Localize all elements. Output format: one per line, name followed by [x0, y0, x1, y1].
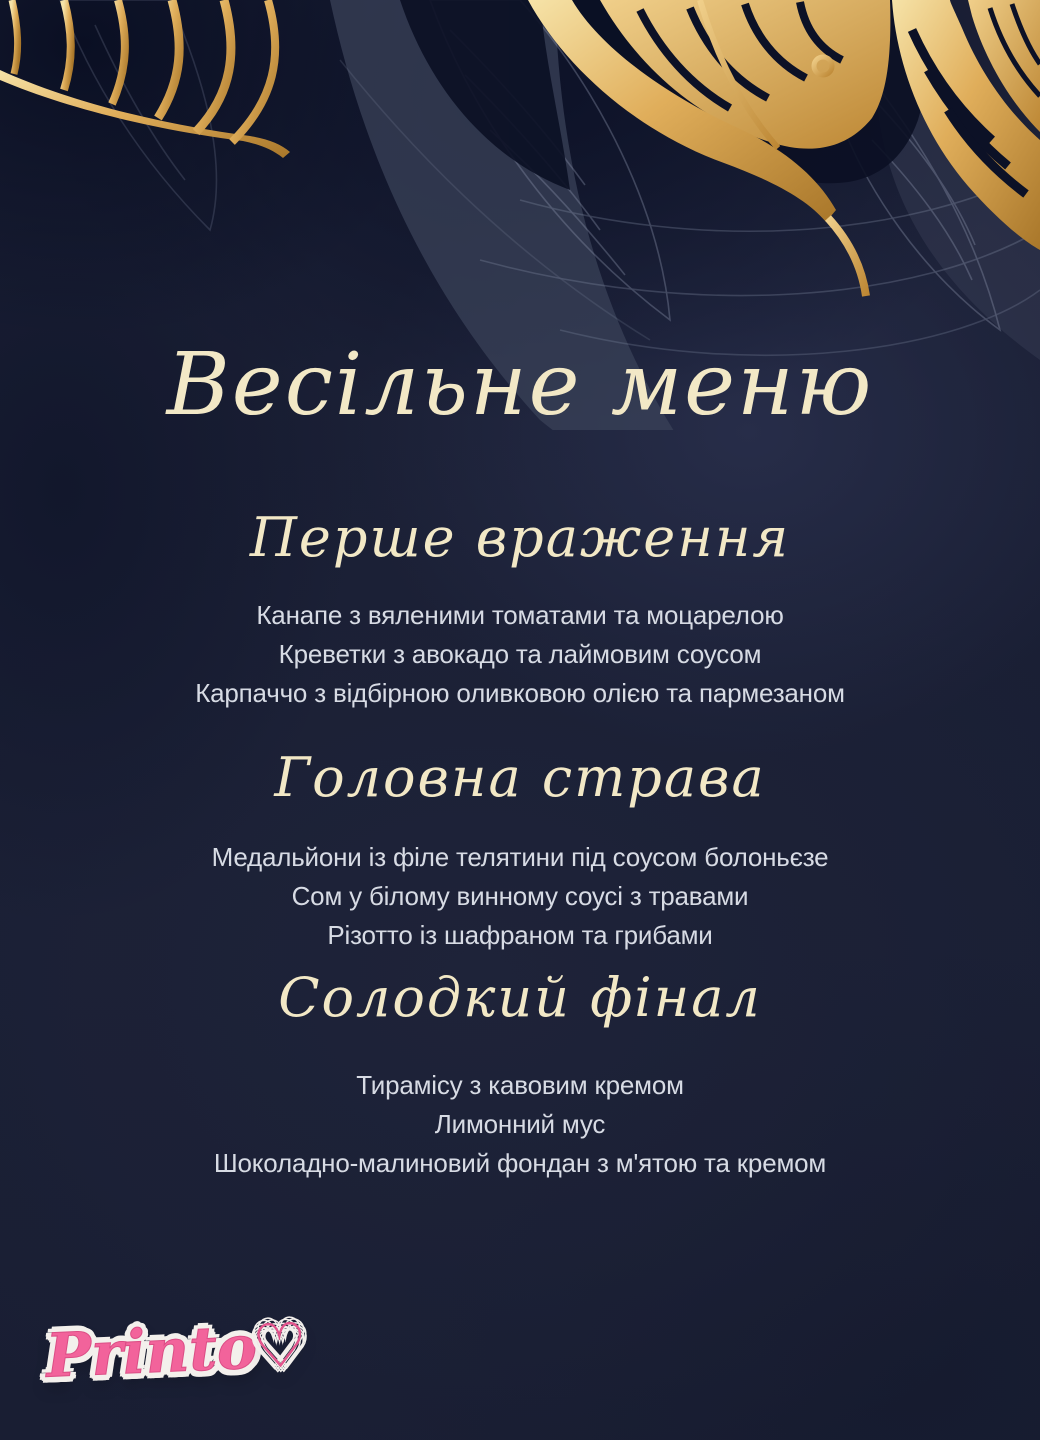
dish-item: Шоколадно-малиновий фондан з м'ятою та кремом [213, 1148, 827, 1178]
dish-item: Лимонний мус [434, 1109, 606, 1139]
section-heading-starters: Перше враження [249, 506, 791, 569]
section-heading-dessert: Солодкий фінал [278, 966, 762, 1029]
page-title: Весільне меню [166, 335, 874, 435]
dish-item: Сом у білому винному соусі з травами [291, 881, 749, 911]
heart-icon: ♡ [251, 1310, 309, 1383]
dish-item: Медальйони із філе телятини під соусом болоньєзе [211, 842, 829, 872]
dish-item: Канапе з вяленими томатами та моцарелою [256, 600, 784, 630]
printo-watermark [45, 1310, 308, 1391]
dish-item: Тирамісу з кавовим кремом [356, 1070, 684, 1100]
dish-item: Креветки з авокадо та лаймовим соусом [278, 639, 762, 669]
dish-item: Різотто із шафраном та грибами [327, 920, 713, 950]
brand-name: Printo [44, 1312, 259, 1392]
section-heading-main: Головна страва [274, 746, 766, 809]
dish-list-main [0, 838, 1040, 955]
dish-list-dessert [0, 1066, 1040, 1183]
dish-item: Карпаччо з відбірною оливковою олією та пармезаном [195, 678, 845, 708]
dish-list-starters [0, 596, 1040, 713]
